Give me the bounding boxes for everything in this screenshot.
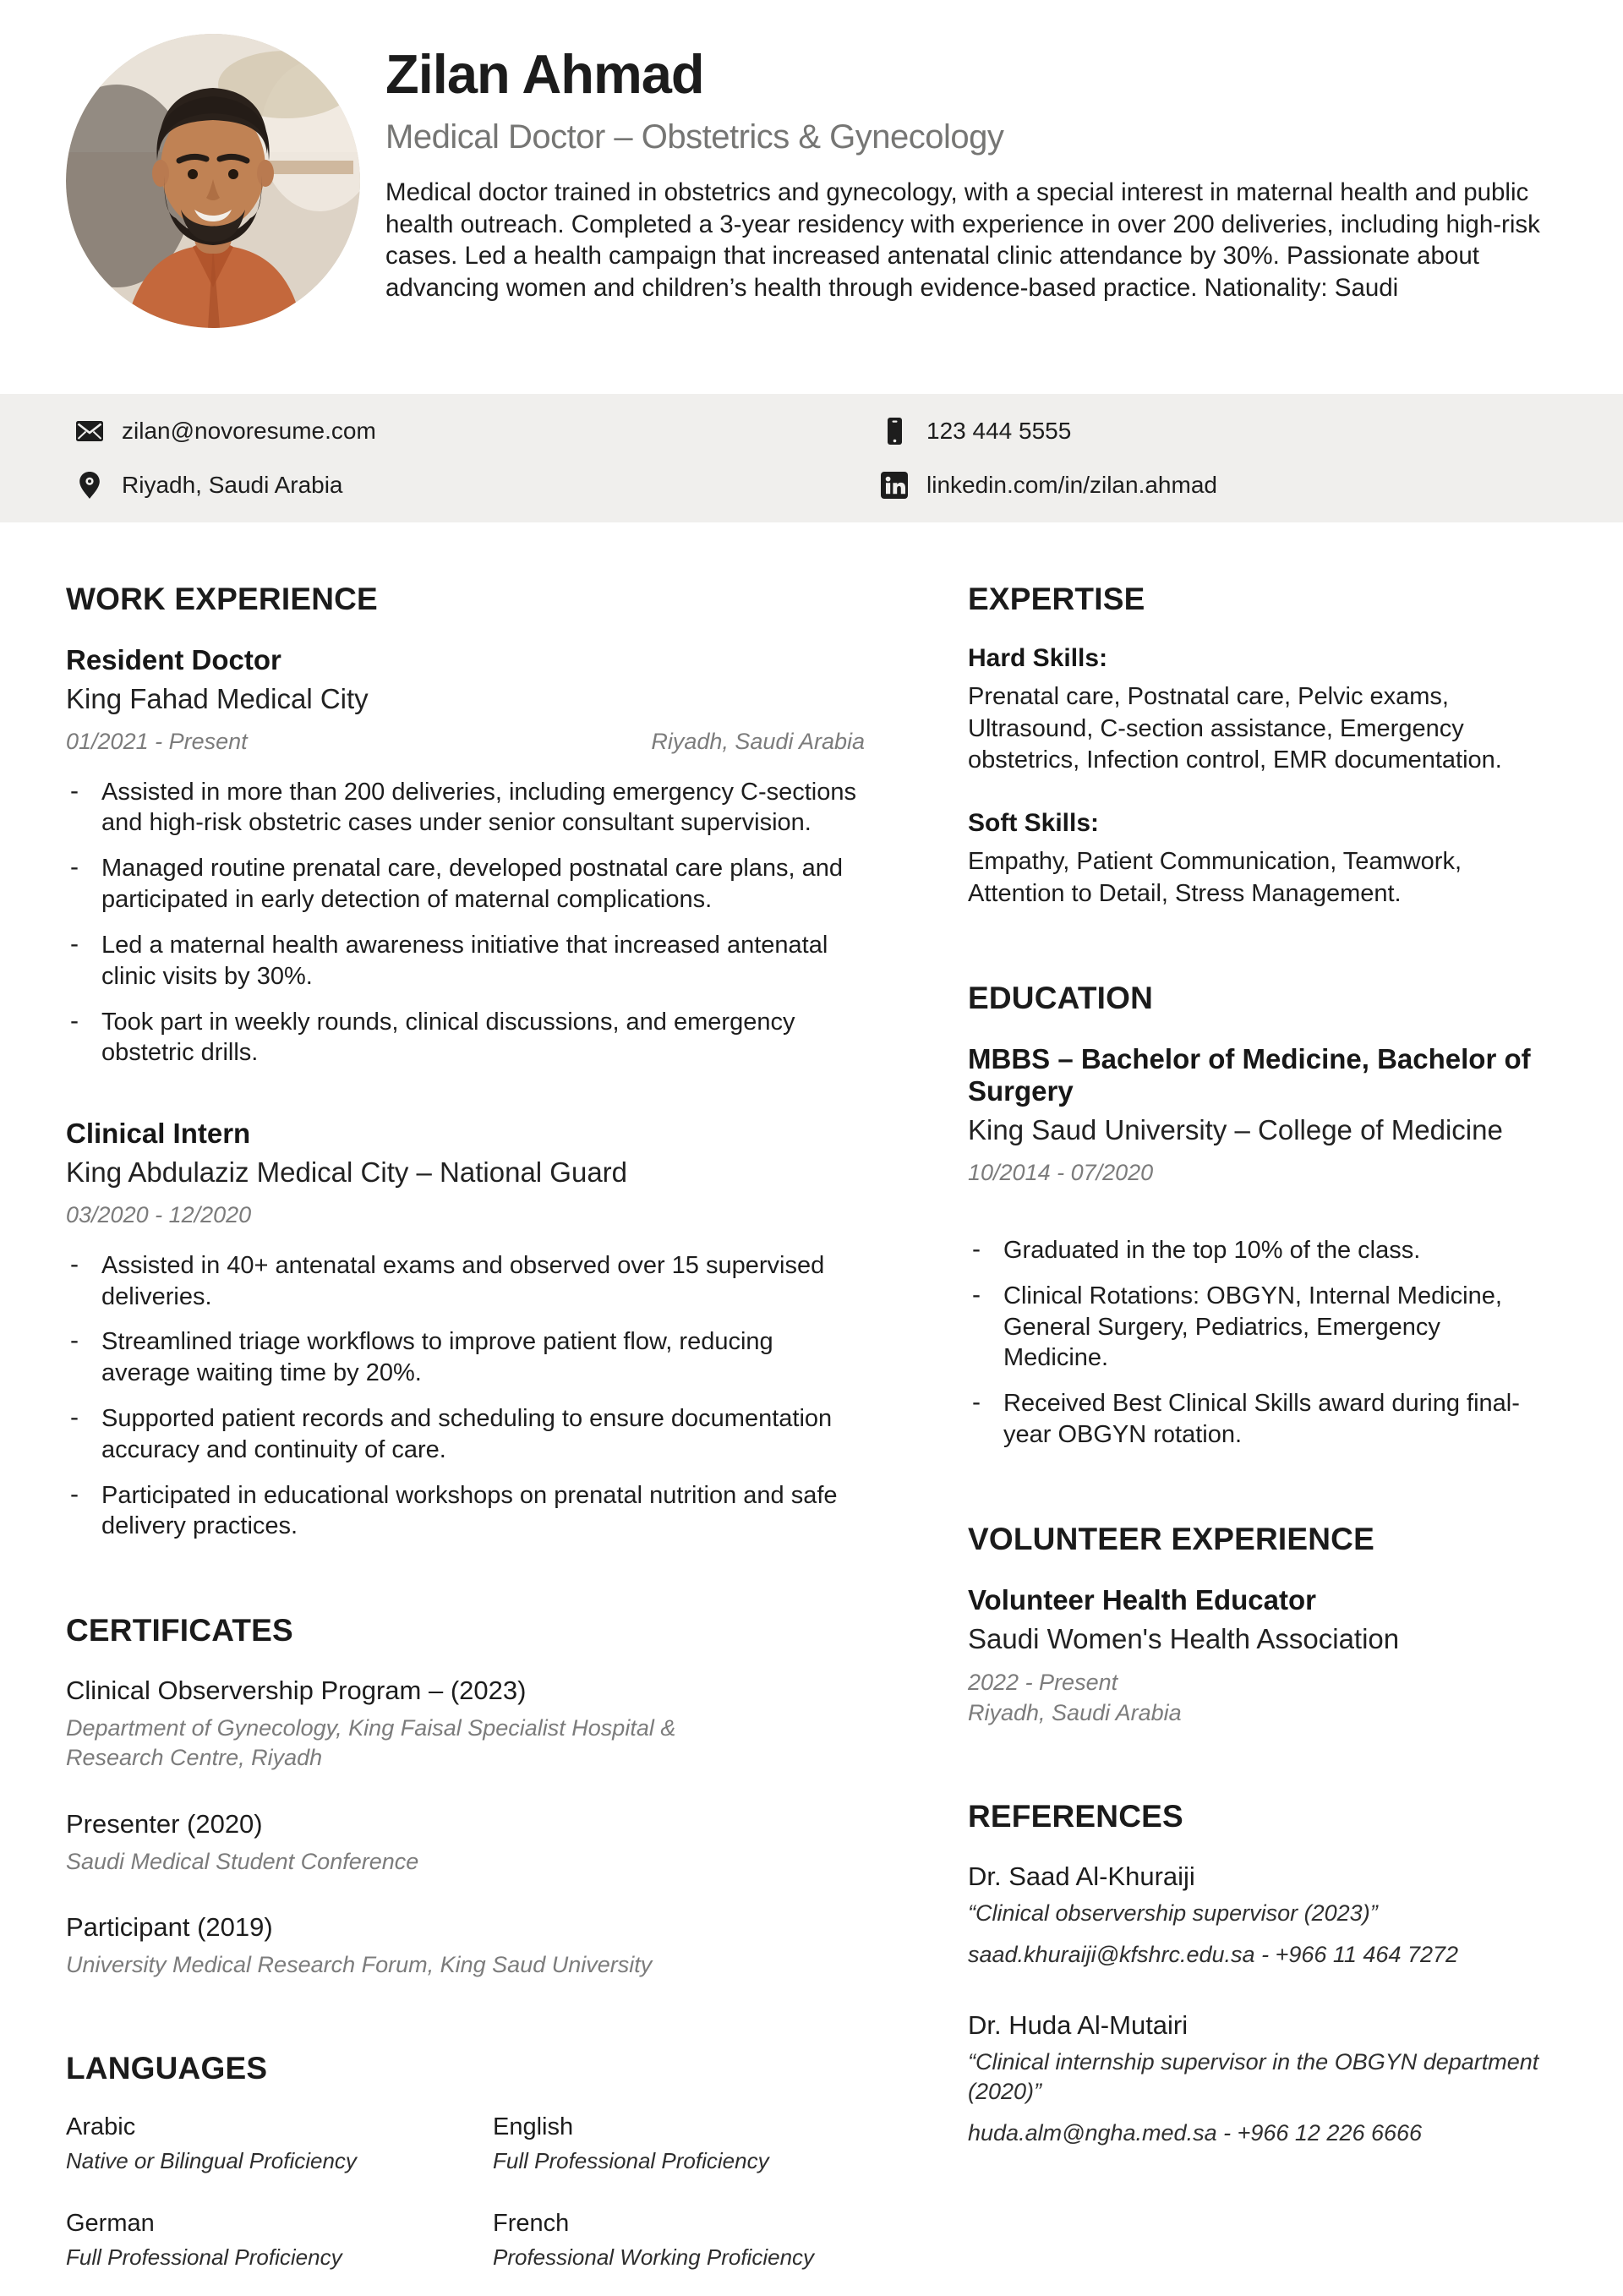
contact-phone[interactable] bbox=[879, 416, 1547, 446]
section-volunteer bbox=[968, 1522, 1547, 1728]
profile-photo-illustration bbox=[66, 34, 360, 328]
section-certificates bbox=[66, 1613, 865, 1979]
profile-photo bbox=[66, 34, 360, 328]
left-column bbox=[66, 582, 865, 2271]
soft-skills-label: Soft Skills: bbox=[968, 809, 1100, 838]
language-item bbox=[66, 2210, 493, 2271]
section-languages bbox=[66, 2051, 865, 2271]
education-bullet: - Clinical Rotations: OBGYN, Internal Medicine, General Surgery, Pediatrics, Emergency Medicine. bbox=[968, 1281, 1547, 1374]
certificate-issuer: Saudi Medical Student Conference bbox=[66, 1848, 419, 1874]
reference-quote: “Clinical observership supervisor (2023)” bbox=[968, 1900, 1378, 1926]
reference-name: Dr. Huda Al-Mutairi bbox=[968, 2009, 1189, 2040]
language-item bbox=[493, 2113, 865, 2174]
certificate-issuer: Department of Gynecology, King Faisal Specialist Hospital & Research Centre, Riyadh bbox=[66, 1715, 676, 1771]
certificate-title: Presenter (2020) bbox=[66, 1808, 263, 1839]
job-company: King Fahad Medical City bbox=[66, 682, 369, 714]
header-identity bbox=[385, 34, 1547, 394]
education-heading: EDUCATION bbox=[968, 981, 1153, 1016]
language-level: Full Professional Proficiency bbox=[493, 2147, 769, 2173]
volunteer-heading: VOLUNTEER EXPERIENCE bbox=[968, 1521, 1374, 1556]
job-bullet: - Managed routine prenatal care, developed postnatal care plans, and participated in early detection of maternal complications. bbox=[66, 853, 865, 916]
candidate-summary: Medical doctor trained in obstetrics and gynecology, with a special interest in maternal health and public health outreach. Completed a 3-year residency with experience in over 200 deliveries, including high-risk cases. Led a health campaign that increased antenatal clinic attendance by 30%. Passionate about advancing women and children’s health through evidence-based practice. Nationality: Saudi bbox=[385, 178, 1540, 302]
job-bullet: - Assisted in 40+ antenatal exams and observed over 15 supervised deliveries. bbox=[66, 1250, 865, 1313]
job-entry-resident-doctor bbox=[66, 644, 865, 1069]
education-entry bbox=[968, 1043, 1547, 1450]
job-bullet: - Led a maternal health awareness initiative that increased antenatal clinic visits by 30%. bbox=[66, 930, 865, 992]
job-dates: 03/2020 - 12/2020 bbox=[66, 1201, 252, 1227]
language-name: Arabic bbox=[66, 2113, 136, 2140]
job-bullet: - Assisted in more than 200 deliveries, including emergency C-sections and high-risk obstetric cases under senior consultant supervision. bbox=[66, 777, 865, 839]
language-name: German bbox=[66, 2209, 155, 2237]
reference-item bbox=[968, 1861, 1547, 1968]
job-bullet-list bbox=[66, 1250, 865, 1543]
certificate-title: Clinical Observership Program – (2023) bbox=[66, 1676, 527, 1706]
education-bullet-list bbox=[968, 1235, 1547, 1451]
reference-item bbox=[968, 2010, 1547, 2146]
language-level: Full Professional Proficiency bbox=[66, 2244, 342, 2270]
volunteer-entry bbox=[968, 1584, 1547, 1728]
contact-location-value: Riyadh, Saudi Arabia bbox=[122, 472, 343, 498]
job-title: Resident Doctor bbox=[66, 644, 281, 675]
expertise-heading: EXPERTISE bbox=[968, 582, 1145, 616]
hard-skills-label: Hard Skills: bbox=[968, 644, 1108, 672]
job-bullet: - Took part in weekly rounds, clinical discussions, and emergency obstetric drills. bbox=[66, 1007, 865, 1069]
job-bullet: - Streamlined triage workflows to improve patient flow, reducing average waiting time by 20%. bbox=[66, 1326, 865, 1389]
reference-name: Dr. Saad Al-Khuraiji bbox=[968, 1861, 1195, 1891]
contact-linkedin[interactable] bbox=[879, 470, 1547, 500]
reference-quote: “Clinical internship supervisor in the OBGYN department (2020)” bbox=[968, 2048, 1539, 2104]
contact-linkedin-value: linkedin.com/in/zilan.ahmad bbox=[926, 472, 1217, 498]
soft-skills-group bbox=[968, 809, 1547, 910]
volunteer-dates: 2022 - Present bbox=[968, 1670, 1118, 1696]
job-location: Riyadh, Saudi Arabia bbox=[651, 728, 865, 754]
soft-skills-text: Empathy, Patient Communication, Teamwork, Attention to Detail, Stress Management. bbox=[968, 848, 1462, 907]
job-meta-row bbox=[66, 1202, 865, 1228]
certificate-item bbox=[66, 1676, 865, 1773]
contact-email-value: zilan@novoresume.com bbox=[122, 418, 376, 444]
reference-contact: saad.khuraiji@kfshrc.edu.sa - +966 11 464 7272 bbox=[968, 1941, 1459, 1967]
section-expertise bbox=[968, 582, 1547, 910]
job-dates: 01/2021 - Present bbox=[66, 728, 248, 754]
volunteer-title: Volunteer Health Educator bbox=[968, 1583, 1316, 1615]
certificate-title: Participant (2019) bbox=[66, 1911, 273, 1942]
map-pin-icon bbox=[74, 470, 105, 500]
languages-grid bbox=[66, 2113, 865, 2271]
volunteer-org: Saudi Women's Health Association bbox=[968, 1622, 1400, 1654]
education-bullet: - Graduated in the top 10% of the class. bbox=[968, 1235, 1547, 1266]
job-company: King Abdulaziz Medical City – National Guard bbox=[66, 1156, 628, 1189]
job-meta-row bbox=[66, 729, 865, 755]
section-references bbox=[968, 1799, 1547, 2146]
smartphone-icon bbox=[879, 416, 910, 446]
job-bullet-list bbox=[66, 777, 865, 1069]
resume-header bbox=[0, 0, 1623, 394]
language-name: English bbox=[493, 2113, 574, 2140]
education-meta-row bbox=[968, 1160, 1547, 1186]
volunteer-location: Riyadh, Saudi Arabia bbox=[968, 1699, 1182, 1725]
references-heading: REFERENCES bbox=[968, 1798, 1183, 1834]
hard-skills-text: Prenatal care, Postnatal care, Pelvic exams, Ultrasound, C-section assistance, Emergency obstetrics, Infection control, EMR documentation. bbox=[968, 683, 1502, 774]
section-work-experience bbox=[66, 582, 865, 1542]
language-item bbox=[66, 2113, 493, 2174]
certificate-item bbox=[66, 1809, 865, 1877]
right-column bbox=[968, 582, 1547, 2271]
job-title: Clinical Intern bbox=[66, 1118, 251, 1150]
reference-contact: huda.alm@ngha.med.sa - +966 12 226 6666 bbox=[968, 2119, 1423, 2146]
section-education bbox=[968, 981, 1547, 1450]
language-name: French bbox=[493, 2209, 570, 2237]
education-bullet: - Received Best Clinical Skills award during final-year OBGYN rotation. bbox=[968, 1388, 1547, 1451]
certificate-issuer: University Medical Research Forum, King Saud University bbox=[66, 1951, 653, 1977]
job-entry-clinical-intern bbox=[66, 1118, 865, 1542]
certificates-heading: CERTIFICATES bbox=[66, 1613, 293, 1648]
language-level: Professional Working Proficiency bbox=[493, 2244, 815, 2270]
job-bullet: - Supported patient records and scheduling to ensure documentation accuracy and continuity of care. bbox=[66, 1403, 865, 1466]
education-dates: 10/2014 - 07/2020 bbox=[968, 1159, 1154, 1185]
contact-bar bbox=[0, 394, 1623, 522]
languages-heading: LANGUAGES bbox=[66, 2050, 268, 2086]
degree-title: MBBS – Bachelor of Medicine, Bachelor of Surgery bbox=[968, 1043, 1531, 1107]
candidate-title: Medical Doctor – Obstetrics & Gynecology bbox=[385, 118, 1004, 156]
language-level: Native or Bilingual Proficiency bbox=[66, 2147, 357, 2173]
certificate-item bbox=[66, 1912, 865, 1980]
linkedin-icon bbox=[879, 470, 910, 500]
contact-phone-value: 123 444 5555 bbox=[926, 418, 1072, 444]
work-experience-heading: WORK EXPERIENCE bbox=[66, 582, 378, 616]
envelope-icon bbox=[74, 416, 105, 446]
language-item bbox=[493, 2210, 865, 2271]
contact-location bbox=[74, 470, 879, 500]
job-bullet: - Participated in educational workshops on prenatal nutrition and safe delivery practices. bbox=[66, 1480, 865, 1543]
hard-skills-group bbox=[968, 644, 1547, 777]
volunteer-meta bbox=[968, 1668, 1547, 1727]
school-name: King Saud University – College of Medicine bbox=[968, 1114, 1503, 1146]
contact-email[interactable] bbox=[74, 416, 879, 446]
candidate-name: Zilan Ahmad bbox=[385, 43, 704, 105]
resume-body bbox=[0, 522, 1623, 2271]
